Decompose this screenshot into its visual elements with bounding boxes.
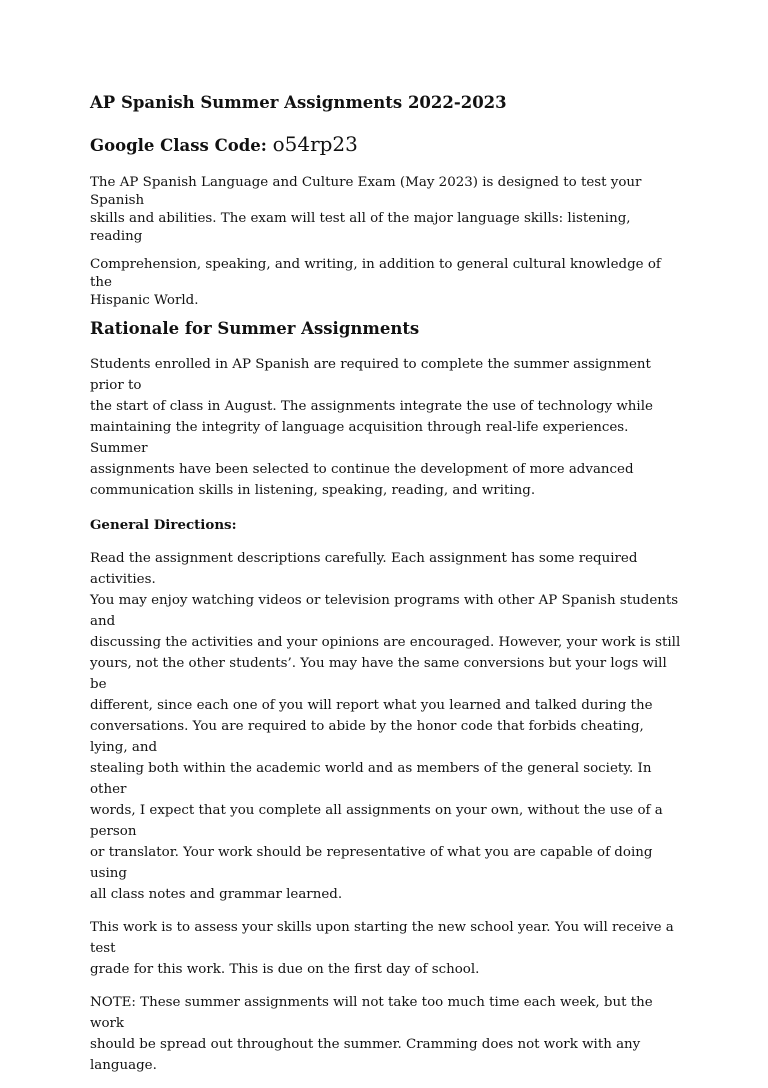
directions-line: conversations. You are required to abide by the honor code that forbids cheating, lying, and (90, 719, 644, 755)
rationale-line: assignments have been selected to continue the development of more advanced (90, 462, 634, 477)
google-class-code (90, 132, 682, 158)
rationale-heading: Rationale for Summer Assignments (90, 319, 420, 338)
assess-paragraph (90, 917, 682, 980)
document-title: AP Spanish Summer Assignments 2022-2023 (90, 93, 507, 112)
directions-line: You may enjoy watching videos or television programs with other AP Spanish students and (90, 593, 679, 629)
general-directions-heading: General Directions: (90, 517, 237, 533)
rationale-paragraph (90, 354, 682, 501)
assess-line: grade for this work. This is due on the first day of school. (90, 962, 480, 977)
directions-line: discussing the activities and your opinions are encouraged. However, your work is still (90, 635, 681, 650)
note-line: should be spread out throughout the summer. Cramming does not work with any language. (90, 1037, 641, 1073)
directions-line: all class notes and grammar learned. (90, 887, 343, 902)
rationale-line: Students enrolled in AP Spanish are required to complete the summer assignment prior to (90, 357, 651, 393)
intro-line: skills and abilities. The exam will test all of the major language skills: listening, reading (90, 211, 631, 244)
intro-line: The AP Spanish Language and Culture Exam (May 2023) is designed to test your Spanish (90, 175, 642, 208)
directions-line: different, since each one of you will report what you learned and talked during the (90, 698, 653, 713)
document-page (90, 92, 682, 1088)
class-code-value: o54rp23 (272, 132, 358, 156)
directions-line: Read the assignment descriptions carefully. Each assignment has some required activities. (90, 551, 638, 587)
directions-line: yours, not the other students’. You may have the same conversions but your logs will be (90, 656, 667, 692)
intro-paragraph (90, 174, 682, 246)
note-paragraph (90, 992, 682, 1076)
directions-line: stealing both within the academic world and as members of the general society. In other (90, 761, 652, 797)
note-line: NOTE: These summer assignments will not take too much time each week, but the work (90, 995, 653, 1031)
rationale-line: maintaining the integrity of language acquisition through real-life experiences. Summer (90, 420, 629, 456)
rationale-line: the start of class in August. The assignments integrate the use of technology while (90, 399, 653, 414)
rationale-line: communication skills in listening, speaking, reading, and writing. (90, 483, 536, 498)
assess-line: This work is to assess your skills upon starting the new school year. You will receive a test (90, 920, 674, 956)
class-code-label: Google Class Code: (90, 136, 273, 155)
intro-continued-line: Comprehension, speaking, and writing, in addition to general cultural knowledge of the (90, 257, 661, 290)
directions-line: or translator. Your work should be representative of what you are capable of doing using (90, 845, 653, 881)
directions-line: words, I expect that you complete all assignments on your own, without the use of a person (90, 803, 663, 839)
intro-continued-paragraph (90, 256, 682, 310)
directions-paragraph (90, 548, 682, 905)
intro-continued-line: Hispanic World. (90, 293, 199, 308)
